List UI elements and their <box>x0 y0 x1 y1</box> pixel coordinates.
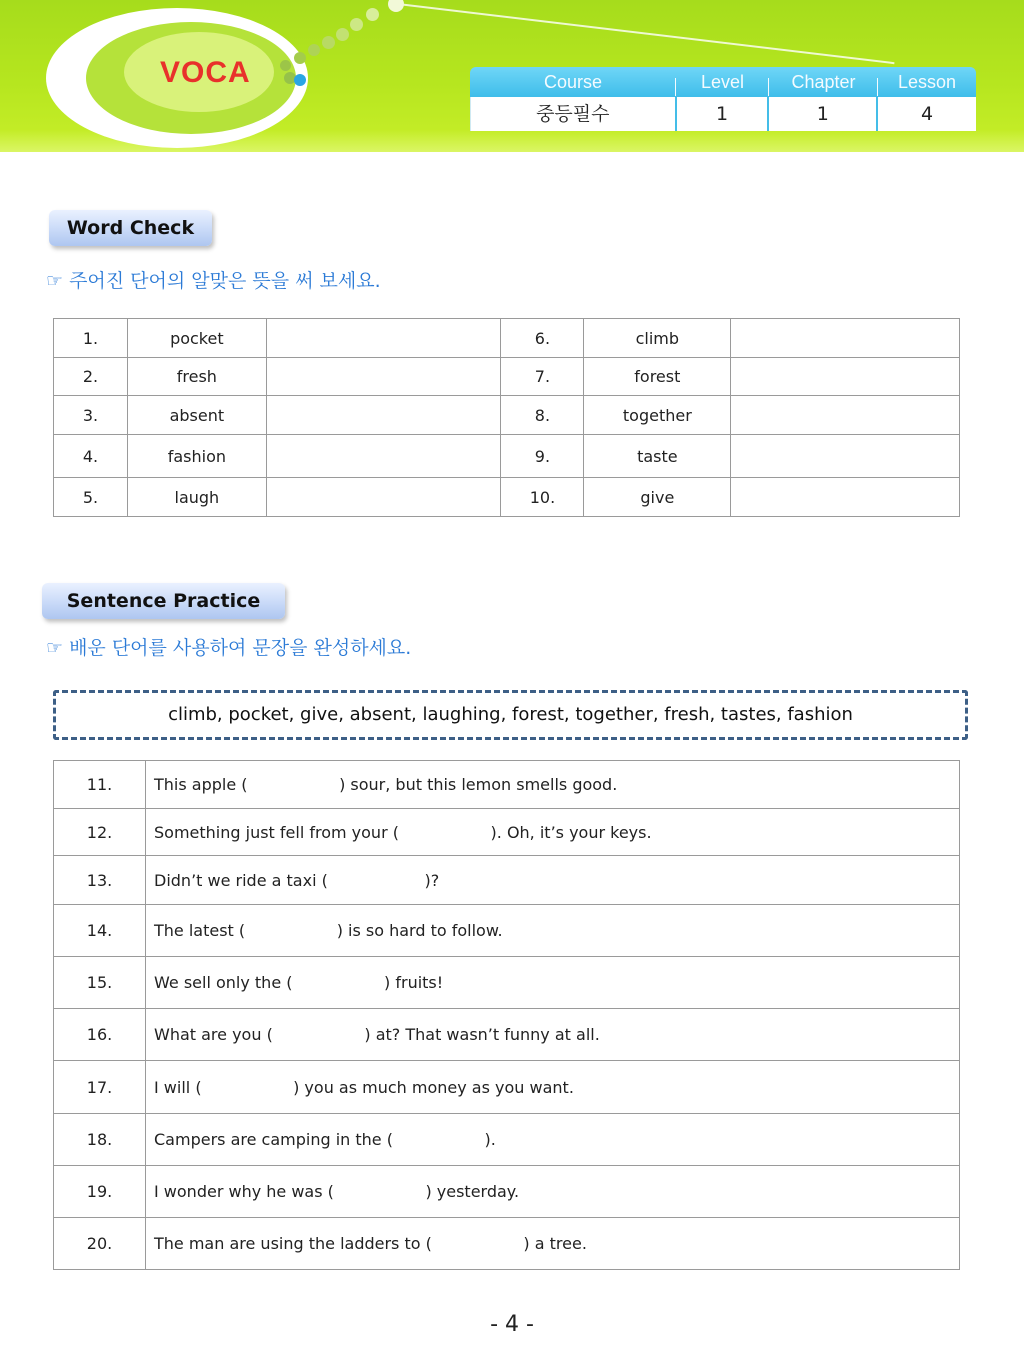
item-number: 7. <box>501 358 584 396</box>
item-number: 12. <box>54 809 146 856</box>
word-cell: laugh <box>127 478 266 517</box>
sentence-practice-label: Sentence Practice <box>42 583 285 619</box>
table-row <box>54 957 960 1009</box>
table-row <box>54 1114 960 1166</box>
sentence-text[interactable]: Campers are camping in the ( ). <box>146 1114 960 1166</box>
table-row <box>54 761 960 809</box>
logo-dot <box>336 28 349 41</box>
item-number: 18. <box>54 1114 146 1166</box>
item-number: 15. <box>54 957 146 1009</box>
course-info-values <box>470 97 976 131</box>
item-number: 20. <box>54 1218 146 1270</box>
sentence-text[interactable]: I will ( ) you as much money as you want. <box>146 1061 960 1114</box>
answer-cell[interactable] <box>266 319 501 358</box>
item-number: 16. <box>54 1009 146 1061</box>
lesson-value: 4 <box>921 103 934 125</box>
sentence-text[interactable]: The latest ( ) is so hard to follow. <box>146 905 960 957</box>
item-number: 2. <box>54 358 128 396</box>
item-number: 1. <box>54 319 128 358</box>
word-cell: pocket <box>127 319 266 358</box>
table-row <box>54 1166 960 1218</box>
level-value: 1 <box>677 97 770 131</box>
item-number: 14. <box>54 905 146 957</box>
logo-dot <box>308 44 320 56</box>
logo-dot <box>366 8 379 21</box>
page-header <box>0 0 1024 152</box>
table-row <box>54 396 960 435</box>
item-number: 17. <box>54 1061 146 1114</box>
sentence-text[interactable]: I wonder why he was ( ) yesterday. <box>146 1166 960 1218</box>
table-row <box>54 478 960 517</box>
course-info-header <box>470 67 976 97</box>
logo-dot <box>294 52 306 64</box>
word-cell: absent <box>127 396 266 435</box>
answer-cell[interactable] <box>266 396 501 435</box>
logo-dot <box>322 36 335 49</box>
item-number: 10. <box>501 478 584 517</box>
level-header: Level <box>676 72 769 93</box>
header-ray <box>398 3 895 64</box>
answer-cell[interactable] <box>731 435 960 478</box>
word-cell: taste <box>584 435 731 478</box>
table-row <box>54 435 960 478</box>
answer-cell[interactable] <box>266 478 501 517</box>
logo-dot-blue <box>294 74 306 86</box>
item-number: 4. <box>54 435 128 478</box>
item-number: 19. <box>54 1166 146 1218</box>
table-row <box>54 319 960 358</box>
answer-cell[interactable] <box>266 358 501 396</box>
course-value: 중등필수 <box>471 97 677 131</box>
word-cell: climb <box>584 319 731 358</box>
answer-cell[interactable] <box>731 396 960 435</box>
word-check-label: Word Check <box>49 210 212 246</box>
lesson-header: Lesson <box>897 71 957 92</box>
item-number: 9. <box>501 435 584 478</box>
table-row <box>54 1009 960 1061</box>
chapter-value: 1 <box>769 97 878 131</box>
table-row <box>54 809 960 856</box>
word-cell: together <box>584 396 731 435</box>
item-number: 13. <box>54 856 146 905</box>
table-row <box>54 1218 960 1270</box>
word-cell: fresh <box>127 358 266 396</box>
sentence-text[interactable]: The man are using the ladders to ( ) a tree. <box>146 1218 960 1270</box>
answer-cell[interactable] <box>266 435 501 478</box>
logo-dot <box>388 0 404 12</box>
course-info-table <box>470 67 976 131</box>
sentence-practice-instruction: ☞ 배운 단어를 사용하여 문장을 완성하세요. <box>46 637 412 659</box>
word-bank-box: climb, pocket, give, absent, laughing, forest, together, fresh, tastes, fashion <box>53 690 968 740</box>
item-number: 11. <box>54 761 146 809</box>
word-check-table <box>53 318 960 517</box>
answer-cell[interactable] <box>731 358 960 396</box>
course-header: Course <box>470 72 676 93</box>
sentence-text[interactable]: What are you ( ) at? That wasn’t funny at all. <box>146 1009 960 1061</box>
sentence-text[interactable]: We sell only the ( ) fruits! <box>146 957 960 1009</box>
logo-dot <box>350 18 363 31</box>
sentence-practice-table <box>53 760 960 1270</box>
table-row <box>54 1061 960 1114</box>
word-cell: fashion <box>127 435 266 478</box>
table-row <box>54 358 960 396</box>
item-number: 8. <box>501 396 584 435</box>
logo-dot <box>280 60 291 71</box>
answer-cell[interactable] <box>731 478 960 517</box>
sentence-text[interactable]: This apple ( ) sour, but this lemon smells good. <box>146 761 960 809</box>
table-row <box>54 905 960 957</box>
sentence-text[interactable]: Something just fell from your ( ). Oh, it’s your keys. <box>146 809 960 856</box>
chapter-header: Chapter <box>769 72 878 93</box>
answer-cell[interactable] <box>731 319 960 358</box>
table-row <box>54 856 960 905</box>
page-number: - 4 - <box>490 1312 534 1337</box>
word-cell: forest <box>584 358 731 396</box>
word-check-instruction: ☞ 주어진 단어의 알맞은 뜻을 써 보세요. <box>46 270 381 292</box>
item-number: 5. <box>54 478 128 517</box>
sentence-text[interactable]: Didn’t we ride a taxi ( )? <box>146 856 960 905</box>
word-cell: give <box>584 478 731 517</box>
item-number: 6. <box>501 319 584 358</box>
item-number: 3. <box>54 396 128 435</box>
logo-text: VOCA <box>160 56 251 89</box>
